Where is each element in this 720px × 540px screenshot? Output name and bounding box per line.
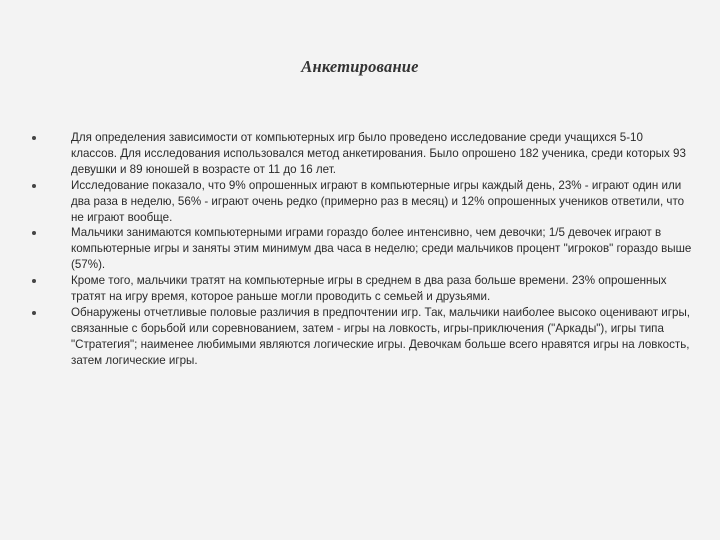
bullet-text: Исследование показало, что 9% опрошенных играют в компьютерные игры каждый день, 23% - играют один или два раза в неделю, 56% - играют очень редко (примерно раз в месяц) и 12% опрошенных учеников ответили, что не играют вообще. [71,178,685,224]
bullet-item-1 [32,130,692,178]
bullet-item-5 [32,305,692,369]
bullet-item-2 [32,178,692,226]
bullet-text: Обнаружены отчетливые половые различия в предпочтении игр. Так, мальчики наиболее высоко оценивают игры, связанные с борьбой или соревнованием, затем - игры на ловкость, игры-приключения ("Аркады"), игры типа "Стратегия"; наименее любимыми являются логические игры. Девочкам больше всего нравятся игры на ловкость, затем логические игры. [71,305,691,367]
slide-title: Анкетирование [301,57,419,76]
bullet-text: Мальчики занимаются компьютерными играми гораздо более интенсивно, чем девочки; 1/5 девочек играют в компьютерные игры и заняты этим минимум два часа в неделю; среди мальчиков процент "игроков" гораздо выше (57%). [71,226,692,272]
bullet-dot-icon [32,311,36,315]
bullet-text: Кроме того, мальчики тратят на компьютерные игры в среднем в два раза больше времени. 23% опрошенных тратят на игру время, которое раньше могли проводить с семьей и друзьями. [71,274,667,304]
bullet-list [32,130,692,369]
bullet-dot-icon [32,184,36,188]
bullet-dot-icon [32,136,36,140]
bullet-item-4 [32,273,692,305]
bullet-text: Для определения зависимости от компьютерных игр было проведено исследование среди учащихся 5-10 классов. Для исследования использовался метод анкетирования. Было опрошено 182 ученика, среди которых 93 девушки и 89 юношей в возрасте от 11 до 16 лет. [71,131,686,176]
bullet-item-3 [32,225,692,273]
bullet-dot-icon [32,279,36,283]
bullet-dot-icon [32,231,36,235]
